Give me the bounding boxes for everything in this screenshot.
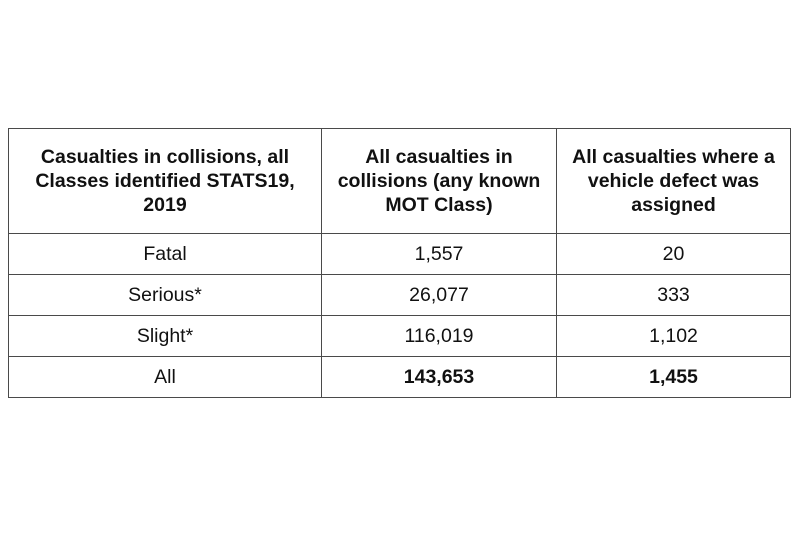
defect-casualties-value: 333	[557, 275, 791, 316]
header-all-casualties: All casualties in collisions (any known MOT Class)	[322, 129, 557, 234]
header-casualty-class: Casualties in collisions, all Classes identified STATS19, 2019	[9, 129, 322, 234]
row-label: Fatal	[9, 234, 322, 275]
header-defect-casualties: All casualties where a vehicle defect was assigned	[557, 129, 791, 234]
row-label: Slight*	[9, 316, 322, 357]
defect-casualties-total: 1,455	[557, 357, 791, 398]
casualties-table-container	[8, 128, 790, 398]
row-label: All	[9, 357, 322, 398]
header-row	[9, 129, 791, 234]
all-casualties-value: 26,077	[322, 275, 557, 316]
all-casualties-value: 116,019	[322, 316, 557, 357]
table-row	[9, 275, 791, 316]
casualties-table	[8, 128, 791, 398]
defect-casualties-value: 20	[557, 234, 791, 275]
table-row	[9, 316, 791, 357]
defect-casualties-value: 1,102	[557, 316, 791, 357]
row-label: Serious*	[9, 275, 322, 316]
table-row	[9, 234, 791, 275]
all-casualties-value: 1,557	[322, 234, 557, 275]
all-casualties-total: 143,653	[322, 357, 557, 398]
table-row-total	[9, 357, 791, 398]
